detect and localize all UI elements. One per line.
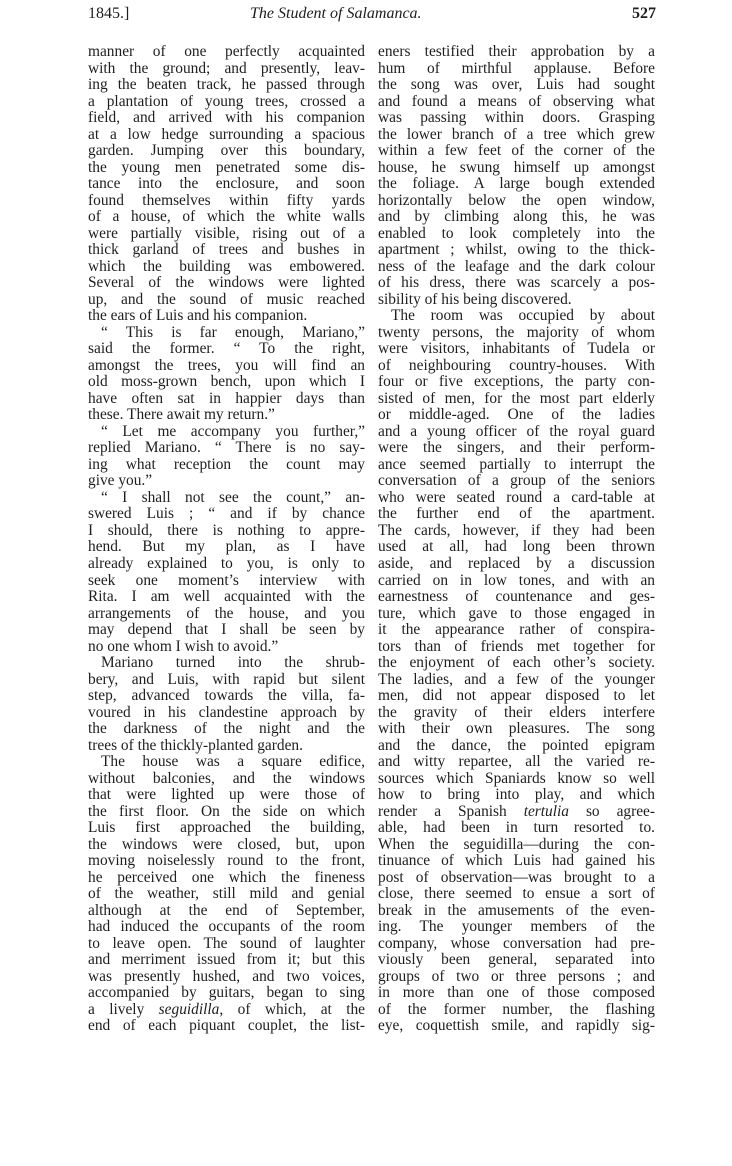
- text-line: bery, and Luis, with rapid but silent: [88, 670, 365, 688]
- text-line: groups of two or three persons ; and: [378, 967, 655, 985]
- text-line: which the building was embowered.: [88, 257, 365, 275]
- text-line: garden. Jumping over this boundary,: [88, 142, 365, 160]
- text-line: enabled to look completely into the: [378, 224, 655, 242]
- text-segment: a lively: [88, 1000, 159, 1018]
- text-line: The cards, however, if they had been: [378, 521, 655, 539]
- text-line: Luis first approached the building,: [88, 819, 365, 837]
- text-line: old moss-grown bench, upon which I: [88, 373, 365, 391]
- text-line: post of observation—was brought to a: [378, 868, 655, 886]
- text-line: the further end of the apartment.: [378, 505, 655, 523]
- text-line: ing the beaten track, he passed through: [88, 76, 365, 94]
- text-line: at a low hedge surrounding a spacious: [88, 125, 365, 143]
- text-line: the young men penetrated some dis-: [88, 158, 365, 176]
- text-line: amongst the trees, you will find an: [88, 356, 365, 374]
- text-line: without balconies, and the windows: [88, 769, 365, 787]
- text-line: these. There await my return.”: [88, 406, 275, 424]
- text-line: The room was occupied by about: [391, 307, 655, 325]
- text-line: found themselves within fifty yards: [88, 191, 365, 209]
- text-line: Several of the windows were lighted: [88, 274, 365, 292]
- text-line: Mariano turned into the shrub-: [101, 654, 365, 672]
- text-line: conversation of a group of the seniors: [378, 472, 655, 490]
- text-column-right: [378, 44, 655, 1035]
- text-line: hend. But my plan, as I have: [88, 538, 365, 556]
- text-line: were partially visible, rising out of a: [88, 224, 365, 242]
- text-line: a plantation of young trees, crossed a: [88, 92, 365, 110]
- text-line: tors than of friends met together for: [378, 637, 655, 655]
- paragraph: [88, 44, 365, 325]
- text-line: was presently hushed, and two voices,: [88, 967, 365, 985]
- text-line: replied Mariano. “ There is no say-: [88, 439, 365, 457]
- text-line: [378, 804, 655, 821]
- text-line: the foliage. A large bough extended: [378, 175, 655, 193]
- text-column-left: [88, 44, 365, 1035]
- text-line: earnestness of countenance and ges-: [378, 588, 655, 606]
- text-line: [88, 1002, 365, 1019]
- text-line: the first floor. On the side on which: [88, 802, 365, 820]
- text-line: the darkness of the night and the: [88, 720, 365, 738]
- text-line: or middle-aged. One of the ladies: [378, 406, 655, 424]
- text-line: give you.”: [88, 472, 153, 490]
- text-line: viously been general, separated into: [378, 951, 655, 969]
- italic-term: tertulia: [523, 802, 570, 820]
- text-line: and witty repartee, all the varied re-: [378, 753, 655, 771]
- text-line: and the dance, the pointed epigram: [378, 736, 655, 754]
- text-line: When the seguidilla—during the con-: [378, 835, 655, 853]
- paragraph: [378, 44, 655, 308]
- text-line: trees of the thickly-planted garden.: [88, 736, 303, 754]
- text-line: ing what reception the count may: [88, 455, 365, 473]
- paragraph: [88, 325, 365, 424]
- text-line: of the weather, still mild and genial: [88, 885, 365, 903]
- text-line: “ I shall not see the count,” an-: [101, 488, 365, 506]
- text-line: no one whom I wish to avoid.”: [88, 637, 279, 655]
- text-line: have often sat in happier days than: [88, 389, 365, 407]
- text-line: “ Let me accompany you further,”: [101, 422, 365, 440]
- text-line: ness of the leafage and the dark colour: [378, 257, 655, 275]
- text-line: swered Luis ; “ and if by chance: [88, 505, 365, 523]
- text-line: aside, and replaced by a discussion: [378, 554, 655, 572]
- text-line: I should, there is nothing to appre-: [88, 521, 365, 539]
- text-line: twenty persons, the majority of whom: [378, 323, 655, 341]
- text-line: end of each piquant couplet, the list-: [88, 1017, 365, 1035]
- text-line: house, he swung himself up amongst: [378, 158, 655, 176]
- text-line: had induced the occupants of the room: [88, 918, 365, 936]
- text-line: step, advanced towards the villa, fa-: [88, 687, 365, 705]
- text-line: hum of mirthful applause. Before: [378, 59, 655, 77]
- text-line: sources which Spaniards know so well: [378, 769, 655, 787]
- text-line: arrangements of the house, and you: [88, 604, 365, 622]
- text-line: the enjoyment of each other’s society.: [378, 654, 655, 672]
- text-line: may depend that I shall be seen by: [88, 621, 365, 639]
- text-line: The ladies, and a few of the younger: [378, 670, 655, 688]
- text-line: seek one moment’s interview with: [88, 571, 365, 589]
- header-title: The Student of Salamanca.: [250, 5, 422, 22]
- text-line: within a few feet of the corner of the: [378, 142, 655, 160]
- text-line: were visitors, inhabitants of Tudela or: [378, 340, 655, 358]
- text-line: men, did not appear disposed to let: [378, 687, 655, 705]
- text-line: thick garland of trees and bushes in: [88, 241, 365, 259]
- text-segment: , of which, at the: [219, 1000, 365, 1018]
- text-line: manner of one perfectly acquainted: [88, 43, 365, 60]
- text-line: Rita. I am well acquainted with the: [88, 588, 365, 606]
- text-line: “ This is far enough, Mariano,”: [101, 323, 365, 341]
- text-line: with the ground; and presently, leav-: [88, 59, 365, 77]
- text-line: the lower branch of a tree which grew: [378, 125, 655, 143]
- text-line: and merriment issued from it; but this: [88, 951, 365, 969]
- text-line: he perceived one which the fineness: [88, 868, 365, 886]
- text-line: company, whose conversation had pre-: [378, 934, 655, 952]
- paragraph: [378, 308, 655, 1035]
- text-segment: render a Spanish: [378, 802, 524, 820]
- text-line: already explained to you, is only to: [88, 554, 365, 572]
- text-line: ture, which gave to those engaged in: [378, 604, 655, 622]
- text-line: how to bring into play, and which: [378, 786, 655, 804]
- text-line: break in the amusements of the even-: [378, 901, 655, 919]
- text-line: up, and the sound of music reached: [88, 290, 365, 308]
- text-line: close, there seemed to ensue a sort of: [378, 885, 655, 903]
- text-line: the ears of Luis and his companion.: [88, 307, 308, 325]
- paragraph: [88, 655, 365, 754]
- text-line: of a house, of which the white walls: [88, 208, 365, 226]
- text-line: accompanied by guitars, began to sing: [88, 984, 365, 1002]
- text-line: of neighbouring country-houses. With: [378, 356, 655, 374]
- text-line: and by climbing along this, he was: [378, 208, 655, 226]
- text-line: The house was a square edifice,: [101, 753, 365, 771]
- text-line: tinuance of which Luis had gained his: [378, 852, 655, 870]
- text-line: carried on in low tones, and with an: [378, 571, 655, 589]
- text-line: it the appearance rather of conspira-: [378, 621, 655, 639]
- text-line: although at the end of September,: [88, 901, 365, 919]
- text-line: and found a means of observing what: [378, 92, 655, 110]
- text-line: said the former. “ To the right,: [88, 340, 365, 358]
- text-line: was passing within doors. Grasping: [378, 109, 655, 127]
- text-line: that were lighted up were those of: [88, 786, 365, 804]
- text-line: used at all, had long been thrown: [378, 538, 655, 556]
- text-line: four or five exceptions, the party con-: [378, 373, 655, 391]
- text-line: the song was over, Luis had sought: [378, 76, 655, 94]
- text-line: horizontally below the open window,: [378, 191, 655, 209]
- text-line: eners testified their approbation by a: [378, 43, 655, 60]
- text-segment: so agree-: [569, 802, 656, 820]
- text-line: of the former number, the flashing: [378, 1000, 655, 1018]
- text-line: with their own pleasures. The song: [378, 720, 655, 738]
- italic-term: seguidilla: [158, 1000, 220, 1018]
- text-line: sibility of his being discovered.: [378, 290, 572, 308]
- text-line: tance into the enclosure, and soon: [88, 175, 365, 193]
- text-line: the gravity of their elders interfere: [378, 703, 655, 721]
- text-line: voured in his clandestine approach by: [88, 703, 365, 721]
- text-line: moving noiselessly round to the front,: [88, 852, 365, 870]
- paragraph: [88, 424, 365, 490]
- text-line: ing. The younger members of the: [378, 918, 655, 936]
- paragraph: [88, 490, 365, 655]
- paragraph: [88, 754, 365, 1035]
- text-line: to leave open. The sound of laughter: [88, 934, 365, 952]
- text-line: the windows were closed, but, upon: [88, 835, 365, 853]
- text-line: able, had been in turn resorted to.: [378, 819, 655, 837]
- text-line: eye, coquettish smile, and rapidly sig-: [378, 1017, 655, 1035]
- text-line: ance seemed partially to interrupt the: [378, 455, 655, 473]
- text-line: and a young officer of the royal guard: [378, 422, 655, 440]
- text-line: who were seated round a card-table at: [378, 488, 655, 506]
- text-line: in more than one of those composed: [378, 984, 655, 1002]
- text-line: field, and arrived with his companion: [88, 109, 365, 127]
- header-year: 1845.]: [88, 5, 130, 22]
- text-line: sisted of men, for the most part elderly: [378, 389, 655, 407]
- page-number: 527: [632, 5, 656, 22]
- text-line: were the singers, and their perform-: [378, 439, 655, 457]
- text-line: of his dress, there was scarcely a pos-: [378, 274, 655, 292]
- text-line: apartment ; whilst, owing to the thick-: [378, 241, 655, 259]
